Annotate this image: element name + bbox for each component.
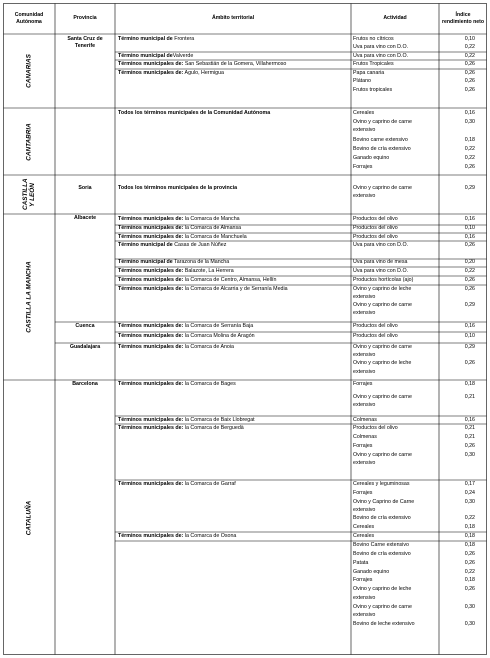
ambito-text: la Comarca de Bages xyxy=(183,381,236,387)
activity-cell: Bovino de cría extensivo xyxy=(353,551,411,557)
ambito-bold: Términos municipales de: xyxy=(118,481,184,487)
ambito-cell xyxy=(118,425,350,432)
index-cell: 0,26 xyxy=(464,78,475,84)
activity-cell: Productos del olivo xyxy=(353,225,398,231)
community-label: CATALUÑA xyxy=(25,500,33,535)
activity-cell: Ovino y caprino de leche xyxy=(353,360,412,366)
ambito-text: la Comarca de Berguedà xyxy=(183,425,244,431)
index-cell: 0,26 xyxy=(464,242,475,248)
index-cell: 0,29 xyxy=(464,302,475,308)
index-cell: 0,18 xyxy=(464,381,475,387)
activity-cell: Ovino y caprino de carne xyxy=(353,302,412,308)
ambito-cell xyxy=(118,53,350,60)
community-label: CANTABRIA xyxy=(25,122,33,161)
index-cell: 0,30 xyxy=(464,119,475,125)
ambito-cell xyxy=(118,481,350,488)
ambito-cell xyxy=(118,417,350,424)
activity-cell: extensivo xyxy=(353,402,376,408)
ambito-text: Valverde xyxy=(172,53,194,59)
activity-cell: Productos del olivo xyxy=(353,425,398,431)
ambito-text: la Comarca de Anoia xyxy=(183,344,235,350)
activity-cell: Cereales xyxy=(353,533,375,539)
activity-cell: Frutos Tropicales xyxy=(353,61,394,67)
ambito-cell xyxy=(118,381,350,388)
header-actividad: Actividad xyxy=(383,15,407,22)
activity-cell: Bovino de leche extensivo xyxy=(353,621,415,627)
ambito-text: Balazote, La Herrera xyxy=(183,268,234,274)
ambito-text: la Comarca de Serranía Baja xyxy=(183,323,254,329)
index-cell: 0,30 xyxy=(464,621,475,627)
activity-cell: Plátano xyxy=(353,78,371,84)
document-page xyxy=(3,3,487,655)
activity-cell: Forrajes xyxy=(353,443,373,449)
ambito-cell xyxy=(118,344,350,351)
ambito-bold: Términos municipales de: xyxy=(118,344,184,350)
community-label: CASTILLA Y LEÓN xyxy=(22,177,36,210)
ambito-bold: Término municipal de xyxy=(118,242,173,248)
ambito-text: la Comarca Molina de Aragón xyxy=(183,333,255,339)
ambito-bold: Todos los términos municipales de la provincia xyxy=(118,185,238,191)
index-cell: 0,26 xyxy=(464,360,475,366)
activity-cell: Patata xyxy=(353,560,369,566)
ambito-cell xyxy=(118,242,350,249)
activity-cell: extensivo xyxy=(353,612,376,618)
province-barcelona: Barcelona xyxy=(72,381,98,387)
ambito-text: Agulo, Hermigua xyxy=(183,70,224,76)
ambito-cell xyxy=(118,533,350,540)
activity-cell: Forrajes xyxy=(353,490,373,496)
activity-cell: Ovino y caprino de carne xyxy=(353,119,412,125)
ambito-text: la Comarca de Manchuela xyxy=(183,234,247,240)
ambito-bold: Término municipal de xyxy=(118,36,173,42)
ambito-bold: Términos municipales de: xyxy=(118,234,184,240)
community-cataluna xyxy=(3,380,55,655)
activity-cell: extensivo xyxy=(353,127,376,133)
index-cell: 0,22 xyxy=(464,53,475,59)
index-cell: 0,10 xyxy=(464,36,475,42)
index-cell: 0,18 xyxy=(464,524,475,530)
activity-cell: extensivo xyxy=(353,352,376,358)
index-cell: 0,16 xyxy=(464,323,475,329)
community-castilla-leon xyxy=(3,175,55,214)
ambito-bold: Términos municipales de: xyxy=(118,286,184,292)
index-cell: 0,18 xyxy=(464,533,475,539)
index-cell: 0,22 xyxy=(464,515,475,521)
activity-cell: Forrajes xyxy=(353,381,373,387)
ambito-cell xyxy=(118,216,350,223)
activity-cell: extensivo xyxy=(353,310,376,316)
community-cantabria xyxy=(3,108,55,175)
index-cell: 0,21 xyxy=(464,425,475,431)
index-cell: 0,30 xyxy=(464,604,475,610)
activity-cell: Uva para vino con D.O. xyxy=(353,53,409,59)
activity-cell: Ovino y caprino de carne xyxy=(353,394,412,400)
ambito-text: la Comarca de Garraf xyxy=(183,481,236,487)
index-cell: 0,26 xyxy=(464,277,475,283)
province-albacete: Albacete xyxy=(73,215,97,221)
ambito-cell xyxy=(118,225,350,232)
ambito-cell xyxy=(118,259,350,266)
activity-cell: Bovino de cría extensivo xyxy=(353,146,411,152)
header-indice: Índice rendimiento neto xyxy=(441,12,485,25)
ambito-bold: Término municipal de xyxy=(118,53,173,59)
ambito-bold: Términos municipales de: xyxy=(118,225,184,231)
index-cell: 0,29 xyxy=(464,185,475,191)
index-cell: 0,22 xyxy=(464,569,475,575)
header-ambito: Ámbito territorial xyxy=(211,15,255,22)
activity-cell: Ovino y caprino de carne xyxy=(353,185,412,191)
ambito-text: Casas de Juan Núñez xyxy=(172,242,227,248)
ambito-bold: Término municipal de xyxy=(118,259,173,265)
index-cell: 0,21 xyxy=(464,434,475,440)
ambito-text: la Comarca de Almansa xyxy=(183,225,242,231)
ambito-cell xyxy=(118,286,350,293)
index-cell: 0,18 xyxy=(464,542,475,548)
index-cell: 0,26 xyxy=(464,61,475,67)
activity-cell: extensivo xyxy=(353,507,376,513)
province-soria: Soria xyxy=(78,185,92,191)
ambito-text: la Comarca de Mancha xyxy=(183,216,240,222)
index-cell: 0,20 xyxy=(464,259,475,265)
activity-cell: extensivo xyxy=(353,193,376,199)
activity-cell: Papa canaria xyxy=(353,70,385,76)
activity-cell: Frutos tropicales xyxy=(353,87,393,93)
activity-cell: Uva para vino con D.O. xyxy=(353,44,409,50)
ambito-bold: Términos municipales de: xyxy=(118,268,184,274)
index-cell: 0,29 xyxy=(464,344,475,350)
ambito-bold: Términos municipales de: xyxy=(118,323,184,329)
ambito-text: la Comarca de Osona xyxy=(183,533,237,539)
index-cell: 0,26 xyxy=(464,70,475,76)
activity-cell: Ovino y caprino de carne xyxy=(353,604,412,610)
ambito-cell xyxy=(118,110,350,117)
activity-cell: Ovino y caprino de carne xyxy=(353,344,412,350)
ambito-text: la Comarca de Alcarria y de Serranía Media xyxy=(183,286,288,292)
community-castilla-la-mancha xyxy=(3,214,55,380)
activity-cell: Productos del olivo xyxy=(353,323,398,329)
activity-cell: Ganado equino xyxy=(353,569,390,575)
index-cell: 0,26 xyxy=(464,560,475,566)
activity-cell: Colmenas xyxy=(353,417,377,423)
activity-cell: extensivo xyxy=(353,460,376,466)
activity-cell: Ovino y caprino de carne xyxy=(353,452,412,458)
index-cell: 0,16 xyxy=(464,216,475,222)
province-guadalajara: Guadalajara xyxy=(69,344,101,350)
activity-cell: Productos del olivo xyxy=(353,234,398,240)
activity-cell: Uva para vino con D.O. xyxy=(353,242,409,248)
activity-cell: Bovino Carne extensivo xyxy=(353,542,409,548)
ambito-text: San Sebastián de la Gomera, Villahermoso xyxy=(183,61,287,67)
header-ccaa: Comunidad Autónoma xyxy=(14,12,44,25)
community-label: CASTILLA LA MANCHA xyxy=(25,261,33,333)
index-cell: 0,22 xyxy=(464,146,475,152)
index-cell: 0,26 xyxy=(464,87,475,93)
activity-cell: Ovino y caprino de leche xyxy=(353,586,412,592)
activity-cell: Bovino de cría extensivo xyxy=(353,515,411,521)
activity-cell: Ovino y caprino de leche xyxy=(353,286,412,292)
header-provincia: Provincia xyxy=(73,15,97,22)
activity-cell: Cereales xyxy=(353,110,375,116)
index-cell: 0,26 xyxy=(464,286,475,292)
ambito-text: Frontera xyxy=(172,36,195,42)
index-cell: 0,30 xyxy=(464,499,475,505)
activity-cell: Productos hortícolas (ajo) xyxy=(353,277,414,283)
index-cell: 0,22 xyxy=(464,268,475,274)
activity-cell: Ovino y Caprino de Carne xyxy=(353,499,415,505)
index-cell: 0,22 xyxy=(464,155,475,161)
ambito-cell xyxy=(118,323,350,330)
ambito-bold: Términos municipales de: xyxy=(118,216,184,222)
activity-cell: Cereales xyxy=(353,524,375,530)
ambito-cell xyxy=(118,268,350,275)
activity-cell: Forrajes xyxy=(353,164,373,170)
index-cell: 0,10 xyxy=(464,225,475,231)
ambito-bold: Términos municipales de: xyxy=(118,277,184,283)
activity-cell: Uva para vino con D.O. xyxy=(353,268,409,274)
ambito-cell xyxy=(118,61,350,68)
ambito-bold: Términos municipales de: xyxy=(118,425,184,431)
ambito-bold: Todos los términos municipales de la Comunidad Autónoma xyxy=(118,110,271,116)
activity-cell: Colmenas xyxy=(353,434,377,440)
ambito-cell xyxy=(118,277,350,284)
ambito-bold: Términos municipales de: xyxy=(118,70,184,76)
ambito-cell xyxy=(118,234,350,241)
index-cell: 0,21 xyxy=(464,394,475,400)
ambito-cell xyxy=(118,36,350,43)
ambito-cell xyxy=(118,70,350,77)
index-cell: 0,18 xyxy=(464,577,475,583)
index-cell: 0,30 xyxy=(464,452,475,458)
index-cell: 0,16 xyxy=(464,417,475,423)
activity-cell: extensivo xyxy=(353,369,376,375)
activity-cell: Uva para vino de mesa xyxy=(353,259,408,265)
ambito-cell xyxy=(118,333,350,340)
ambito-bold: Términos municipales de: xyxy=(118,333,184,339)
ambito-bold: Términos municipales de: xyxy=(118,533,184,539)
ambito-bold: Términos municipales de: xyxy=(118,381,184,387)
activity-cell: Productos del olivo xyxy=(353,216,398,222)
activity-cell: extensivo xyxy=(353,595,376,601)
province-cuenca: Cuenca xyxy=(75,323,95,329)
ambito-text: la Comarca de Baix Llobregat xyxy=(183,417,255,423)
index-cell: 0,26 xyxy=(464,586,475,592)
activity-cell: Bovino carne extensivo xyxy=(353,137,408,143)
activity-cell: Frutos no cítricos xyxy=(353,36,394,42)
index-cell: 0,18 xyxy=(464,137,475,143)
activity-cell: extensivo xyxy=(353,294,376,300)
ambito-bold: Términos municipales de: xyxy=(118,61,184,67)
index-cell: 0,22 xyxy=(464,44,475,50)
province-santa-cruz: Santa Cruz de Tenerife xyxy=(67,36,103,50)
index-cell: 0,26 xyxy=(464,551,475,557)
activity-cell: Forrajes xyxy=(353,577,373,583)
index-cell: 0,10 xyxy=(464,333,475,339)
index-cell: 0,16 xyxy=(464,234,475,240)
ambito-cell xyxy=(118,185,350,192)
index-cell: 0,17 xyxy=(464,481,475,487)
ambito-text: Tarazona de la Mancha xyxy=(172,259,230,265)
community-label: CANARIAS xyxy=(25,54,33,88)
index-cell: 0,16 xyxy=(464,110,475,116)
community-canarias xyxy=(3,34,55,108)
ambito-bold: Términos municipales de: xyxy=(118,417,184,423)
activity-cell: Cereales y leguminosas xyxy=(353,481,410,487)
index-cell: 0,26 xyxy=(464,443,475,449)
activity-cell: Ganado equino xyxy=(353,155,390,161)
activity-cell: Productos del olivo xyxy=(353,333,398,339)
index-cell: 0,24 xyxy=(464,490,475,496)
index-cell: 0,26 xyxy=(464,164,475,170)
ambito-text: la Comarca de Centro, Almansa, Hellín xyxy=(183,277,277,283)
